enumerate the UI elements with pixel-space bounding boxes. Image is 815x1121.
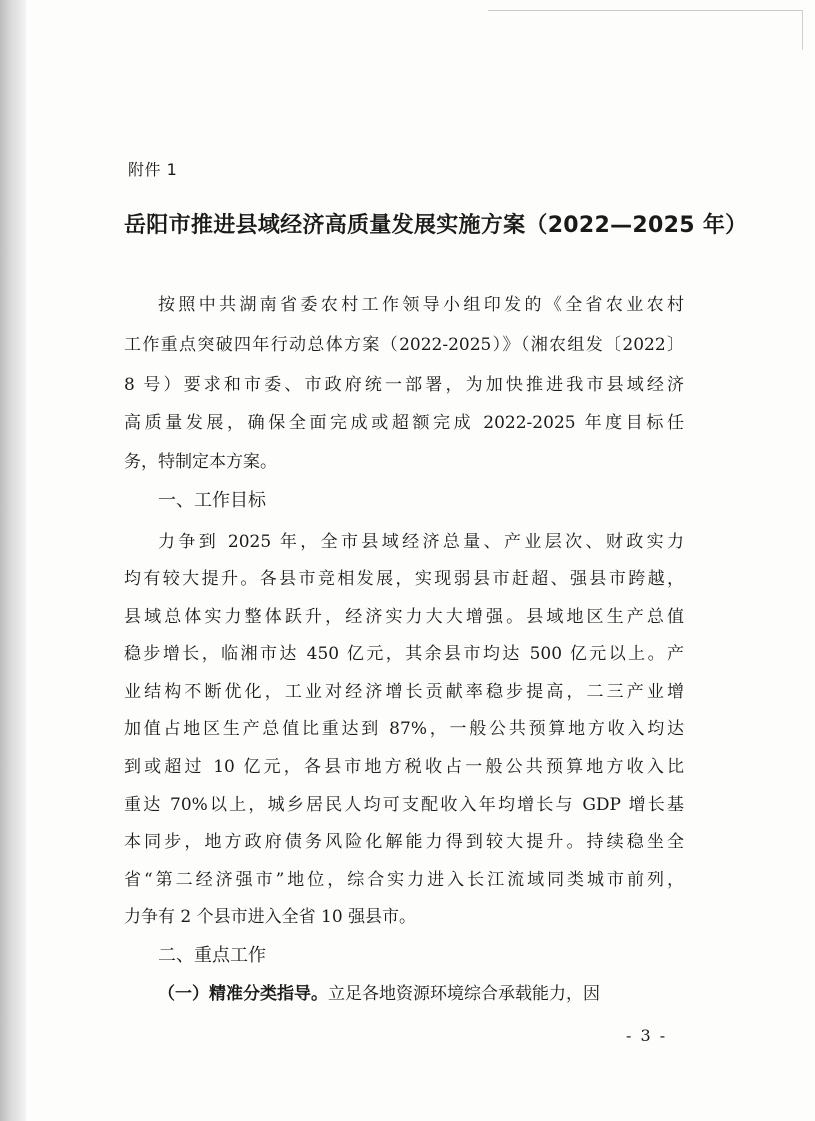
paragraph-line: 业结构不断优化，工业对经济增长贡献率稳步提高，二三产业增 [124,682,684,702]
paragraph-line: 到或超过 10 亿元，各县市地方税收占一般公共预算地方收入比 [124,757,684,777]
paragraph-line: 均有较大提升。各县市竞相发展，实现弱县市赶超、强县市跨越， [124,569,684,589]
section-heading-key-work: 二、重点工作 [158,945,266,966]
section-heading-work-goals: 一、工作目标 [158,490,266,511]
subsection-text: 立足各地资源环境综合承载能力，因 [328,984,600,1004]
paragraph-line: 省“第二经济强市”地位，综合实力进入长江流域同类城市前列， [124,870,684,890]
intro-line: 工作重点突破四年行动总体方案（2022-2025）》（湘农组发〔2022〕 [124,335,684,355]
paragraph-line: 本同步，地方政府债务风险化解能力得到较大提升。持续稳坐全 [124,832,684,852]
scan-edge-shadow [0,0,26,1121]
paragraph-line: 加值占地区生产总值比重达到 87%，一般公共预算地方收入均达 [124,719,684,739]
intro-line: 高质量发展，确保全面完成或超额完成 2022-2025 年度目标任 [124,413,684,433]
attachment-label: 附件 1 [128,160,178,179]
subsection-line [158,981,684,1007]
document-title: 岳阳市推进县域经济高质量发展实施方案（2022—2025 年） [124,213,748,238]
paragraph-line: 重达 70%以上，城乡居民人均可支配收入年均增长与 GDP 增长基 [124,795,684,815]
paragraph-line: 力争到 2025 年，全市县域经济总量、产业层次、财政实力 [158,532,684,552]
paragraph-line: 县域总体实力整体跃升，经济实力大大增强。县域地区生产总值 [124,607,684,627]
intro-line: 8 号）要求和市委、市政府统一部署，为加快推进我市县域经济 [124,375,684,395]
subsection-heading-precise-guidance: （一）精准分类指导。 [158,984,328,1004]
paragraph-line: 稳步增长，临湘市达 450 亿元，其余县市均达 500 亿元以上。产 [124,644,684,664]
intro-line: 按照中共湖南省委农村工作领导小组印发的《全省农业农村 [158,295,684,315]
page-number: - 3 - [626,1026,668,1045]
scan-right-edge-line [802,10,803,50]
intro-line: 务，特制定本方案。 [124,452,277,472]
paragraph-line: 力争有 2 个县市进入全省 10 强县市。 [124,907,417,927]
scan-top-edge-line [488,10,803,11]
